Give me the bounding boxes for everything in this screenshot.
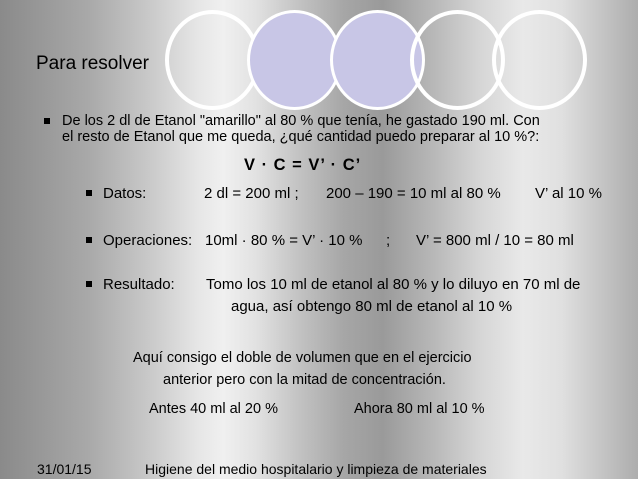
- dilution-formula: V · C = V’ · C’: [244, 156, 362, 174]
- comparison-antes: Antes 40 ml al 20 %: [149, 401, 278, 417]
- datos-value-2: 200 – 190 = 10 ml al 80 %: [326, 185, 501, 202]
- datos-value-3: V’ al 10 %: [535, 185, 602, 202]
- note-line2: anterior pero con la mitad de concentración.: [163, 372, 446, 388]
- operaciones-value-2: V’ = 800 ml / 10 = 80 ml: [416, 232, 574, 249]
- bullet-icon: [44, 118, 50, 124]
- resultado-line1: Tomo los 10 ml de etanol al 80 % y lo diluyo en 70 ml de: [206, 276, 581, 293]
- footer-date: 31/01/15: [37, 461, 92, 477]
- bullet-icon: [86, 190, 92, 196]
- footer-text: Higiene del medio hospitalario y limpieza de materiales: [145, 461, 487, 477]
- operaciones-separator: ;: [386, 232, 391, 249]
- operaciones-value-1: 10ml · 80 % = V’ · 10 %: [205, 232, 363, 249]
- note-line1: Aquí consigo el doble de volumen que en el ejercicio: [133, 350, 472, 366]
- decorative-circle-outline: [410, 10, 505, 110]
- resultado-label: Resultado:: [103, 276, 175, 293]
- bullet-icon: [86, 237, 92, 243]
- operaciones-label: Operaciones:: [103, 232, 193, 249]
- intro-text-line2: el resto de Etanol que me queda, ¿qué cantidad puedo preparar al 10 %?:: [62, 129, 540, 145]
- decorative-circle-outline: [492, 10, 587, 110]
- datos-value-1: 2 dl = 200 ml ;: [204, 185, 299, 202]
- decorative-circle-outline: [165, 10, 260, 110]
- bullet-icon: [86, 281, 92, 287]
- slide-title: Para resolver: [36, 53, 149, 74]
- resultado-line2: agua, así obtengo 80 ml de etanol al 10 %: [231, 298, 513, 315]
- intro-text-line1: De los 2 dl de Etanol "amarillo" al 80 % que tenía, he gastado 190 ml. Con: [62, 113, 540, 129]
- comparison-ahora: Ahora 80 ml al 10 %: [354, 401, 485, 417]
- decorative-circle-filled: [247, 10, 342, 110]
- datos-label: Datos:: [103, 185, 147, 202]
